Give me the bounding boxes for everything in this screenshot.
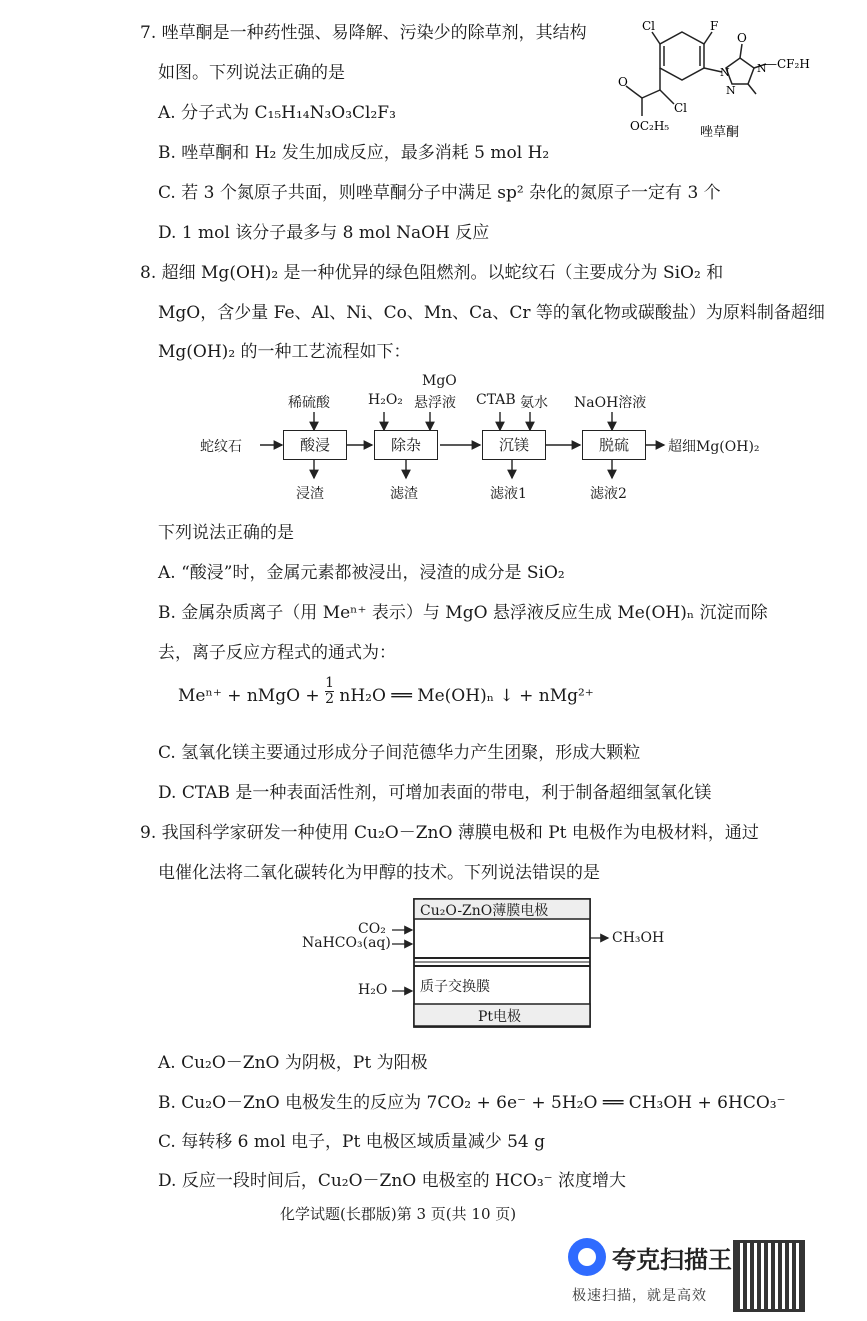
flow-box-desulfurization: 脱硫 — [582, 430, 646, 460]
flow-product: 超细Mg(OH)₂ — [668, 439, 760, 455]
scanner-slogan: 极速扫描，就是高效 — [572, 1288, 707, 1304]
struct-n1-label: N — [720, 66, 730, 79]
flow-output-filtrate-1: 滤液1 — [490, 486, 527, 502]
q7-option-b: B. 唑草酮和 H₂ 发生加成反应，最多消耗 5 mol H₂ — [158, 143, 550, 163]
flow-input: 蛇纹石 — [200, 439, 242, 455]
cell-bottom-electrode: Pt电极 — [478, 1009, 522, 1025]
flow-output-filtrate-2: 滤液2 — [590, 486, 627, 502]
flow-box-mg-precipitation: 沉镁 — [482, 430, 546, 460]
q8-equation — [178, 675, 594, 707]
flow-reagent-mgo: MgO — [422, 373, 457, 389]
struct-n2-label: N — [757, 62, 767, 75]
q8-stem-line1: 8. 超细 Mg(OH)₂ 是一种优异的绿色阻燃剂。以蛇纹石（主要成分为 SiO₂ 和 — [140, 263, 724, 283]
struct-o2-label: O — [618, 75, 628, 89]
q7-option-a-prefix: A. 分子式为 — [158, 103, 255, 123]
q8-option-a: A. “酸浸”时，金属元素都被浸出，浸渣的成分是 SiO₂ — [158, 563, 565, 583]
struct-oc2h5-label: OC₂H₅ — [630, 119, 670, 133]
eq-fraction — [325, 676, 334, 707]
q7-option-c: C. 若 3 个氮原子共面，则唑草酮分子中满足 sp² 杂化的氮原子一定有 3 个 — [158, 183, 721, 203]
flow-reagent-naoh: NaOH溶液 — [574, 395, 647, 411]
scanner-brand-name: 夸克扫描王 — [612, 1246, 732, 1274]
q8-stem-line2: MgO，含少量 Fe、Al、Ni、Co、Mn、Ca、Cr 等的氧化物或碳酸盐）为原料制备超细 — [158, 303, 825, 323]
q8-stem-line3: Mg(OH)₂ 的一种工艺流程如下： — [158, 342, 411, 362]
eq-right: nH₂O ══ Me(OH)ₙ ↓ + nMg²⁺ — [339, 686, 594, 706]
q7-option-a — [158, 98, 396, 123]
flow-reagent-ammonia: 氨水 — [520, 395, 548, 411]
q9-option-a: A. Cu₂O－ZnO 为阴极，Pt 为阳极 — [158, 1053, 428, 1073]
flow-reagent-suspension: 悬浮液 — [414, 395, 456, 411]
q8-ask: 下列说法正确的是 — [158, 523, 294, 543]
q9-cell-diagram — [300, 896, 680, 1036]
q9-option-d: D. 反应一段时间后，Cu₂O－ZnO 电极室的 HCO₃⁻ 浓度增大 — [158, 1171, 627, 1191]
flow-box-impurity-removal: 除杂 — [374, 430, 438, 460]
q7-structure-diagram — [612, 12, 822, 142]
cell-input-co2: CO₂ — [358, 921, 386, 937]
q7-stem-line1: 7. 唑草酮是一种药性强、易降解、污染少的除草剂，其结构 — [140, 23, 587, 43]
eq-fraction-num: 1 — [325, 675, 334, 691]
q8-flow-diagram — [200, 370, 770, 510]
page-footer: 化学试题(长郡版)第 3 页(共 10 页) — [280, 1205, 517, 1223]
q9-option-c: C. 每转移 6 mol 电子，Pt 电极区域质量减少 54 g — [158, 1132, 546, 1152]
struct-f-label: F — [710, 19, 719, 33]
q9-option-b: B. Cu₂O－ZnO 电极发生的反应为 7CO₂ + 6e⁻ + 5H₂O ══ CH₃OH + 6HCO₃⁻ — [158, 1093, 786, 1113]
q7-option-a-formula: C₁₅H₁₄N₃O₃Cl₂F₃ — [254, 103, 396, 123]
flow-reagent-dilute-h2so4: 稀硫酸 — [288, 395, 330, 411]
cell-top-electrode: Cu₂O-ZnO薄膜电极 — [420, 903, 549, 919]
q8-option-d: D. CTAB 是一种表面活性剂，可增加表面的带电，利于制备超细氢氧化镁 — [158, 783, 712, 803]
flow-output-filter-residue: 滤渣 — [390, 486, 418, 502]
qr-code-icon — [733, 1240, 805, 1312]
cell-output-ch3oh: CH₃OH — [612, 930, 665, 946]
struct-o1-label: O — [737, 31, 747, 45]
cell-input-h2o: H₂O — [358, 982, 388, 998]
cell-input-nahco3: NaHCO₃(aq) — [302, 935, 391, 951]
q8-option-b-line2: 去，离子反应方程式的通式为： — [158, 643, 396, 663]
q8-option-b-line1: B. 金属杂质离子（用 Meⁿ⁺ 表示）与 MgO 悬浮液反应生成 Me(OH)ₙ 沉淀而除 — [158, 603, 768, 623]
struct-n3-label: N — [726, 84, 736, 97]
flow-output-leach-residue: 浸渣 — [296, 486, 324, 502]
struct-name-label: 唑草酮 — [700, 125, 740, 140]
struct-cl2-label: Cl — [674, 101, 688, 115]
flow-reagent-h2o2: H₂O₂ — [368, 392, 403, 408]
flow-box-acid-leach: 酸浸 — [283, 430, 347, 460]
flow-reagent-ctab: CTAB — [476, 392, 516, 408]
struct-cl1-label: Cl — [642, 19, 656, 33]
q9-stem-line1: 9. 我国科学家研发一种使用 Cu₂O－ZnO 薄膜电极和 Pt 电极作为电极材料，通过 — [140, 823, 759, 843]
q8-option-c: C. 氢氧化镁主要通过形成分子间范德华力产生团聚，形成大颗粒 — [158, 743, 641, 763]
eq-left: Meⁿ⁺ + nMgO + — [178, 686, 326, 706]
q9-stem-line2: 电催化法将二氧化碳转化为甲醇的技术。下列说法错误的是 — [158, 863, 600, 883]
q7-option-d: D. 1 mol 该分子最多与 8 mol NaOH 反应 — [158, 223, 490, 243]
cell-membrane: 质子交换膜 — [420, 979, 490, 995]
q7-stem-line2: 如图。下列说法正确的是 — [158, 63, 345, 83]
struct-chf2-label: —CF₂H — [765, 57, 810, 71]
eq-fraction-den: 2 — [325, 691, 334, 707]
scanner-logo-icon — [568, 1238, 606, 1276]
